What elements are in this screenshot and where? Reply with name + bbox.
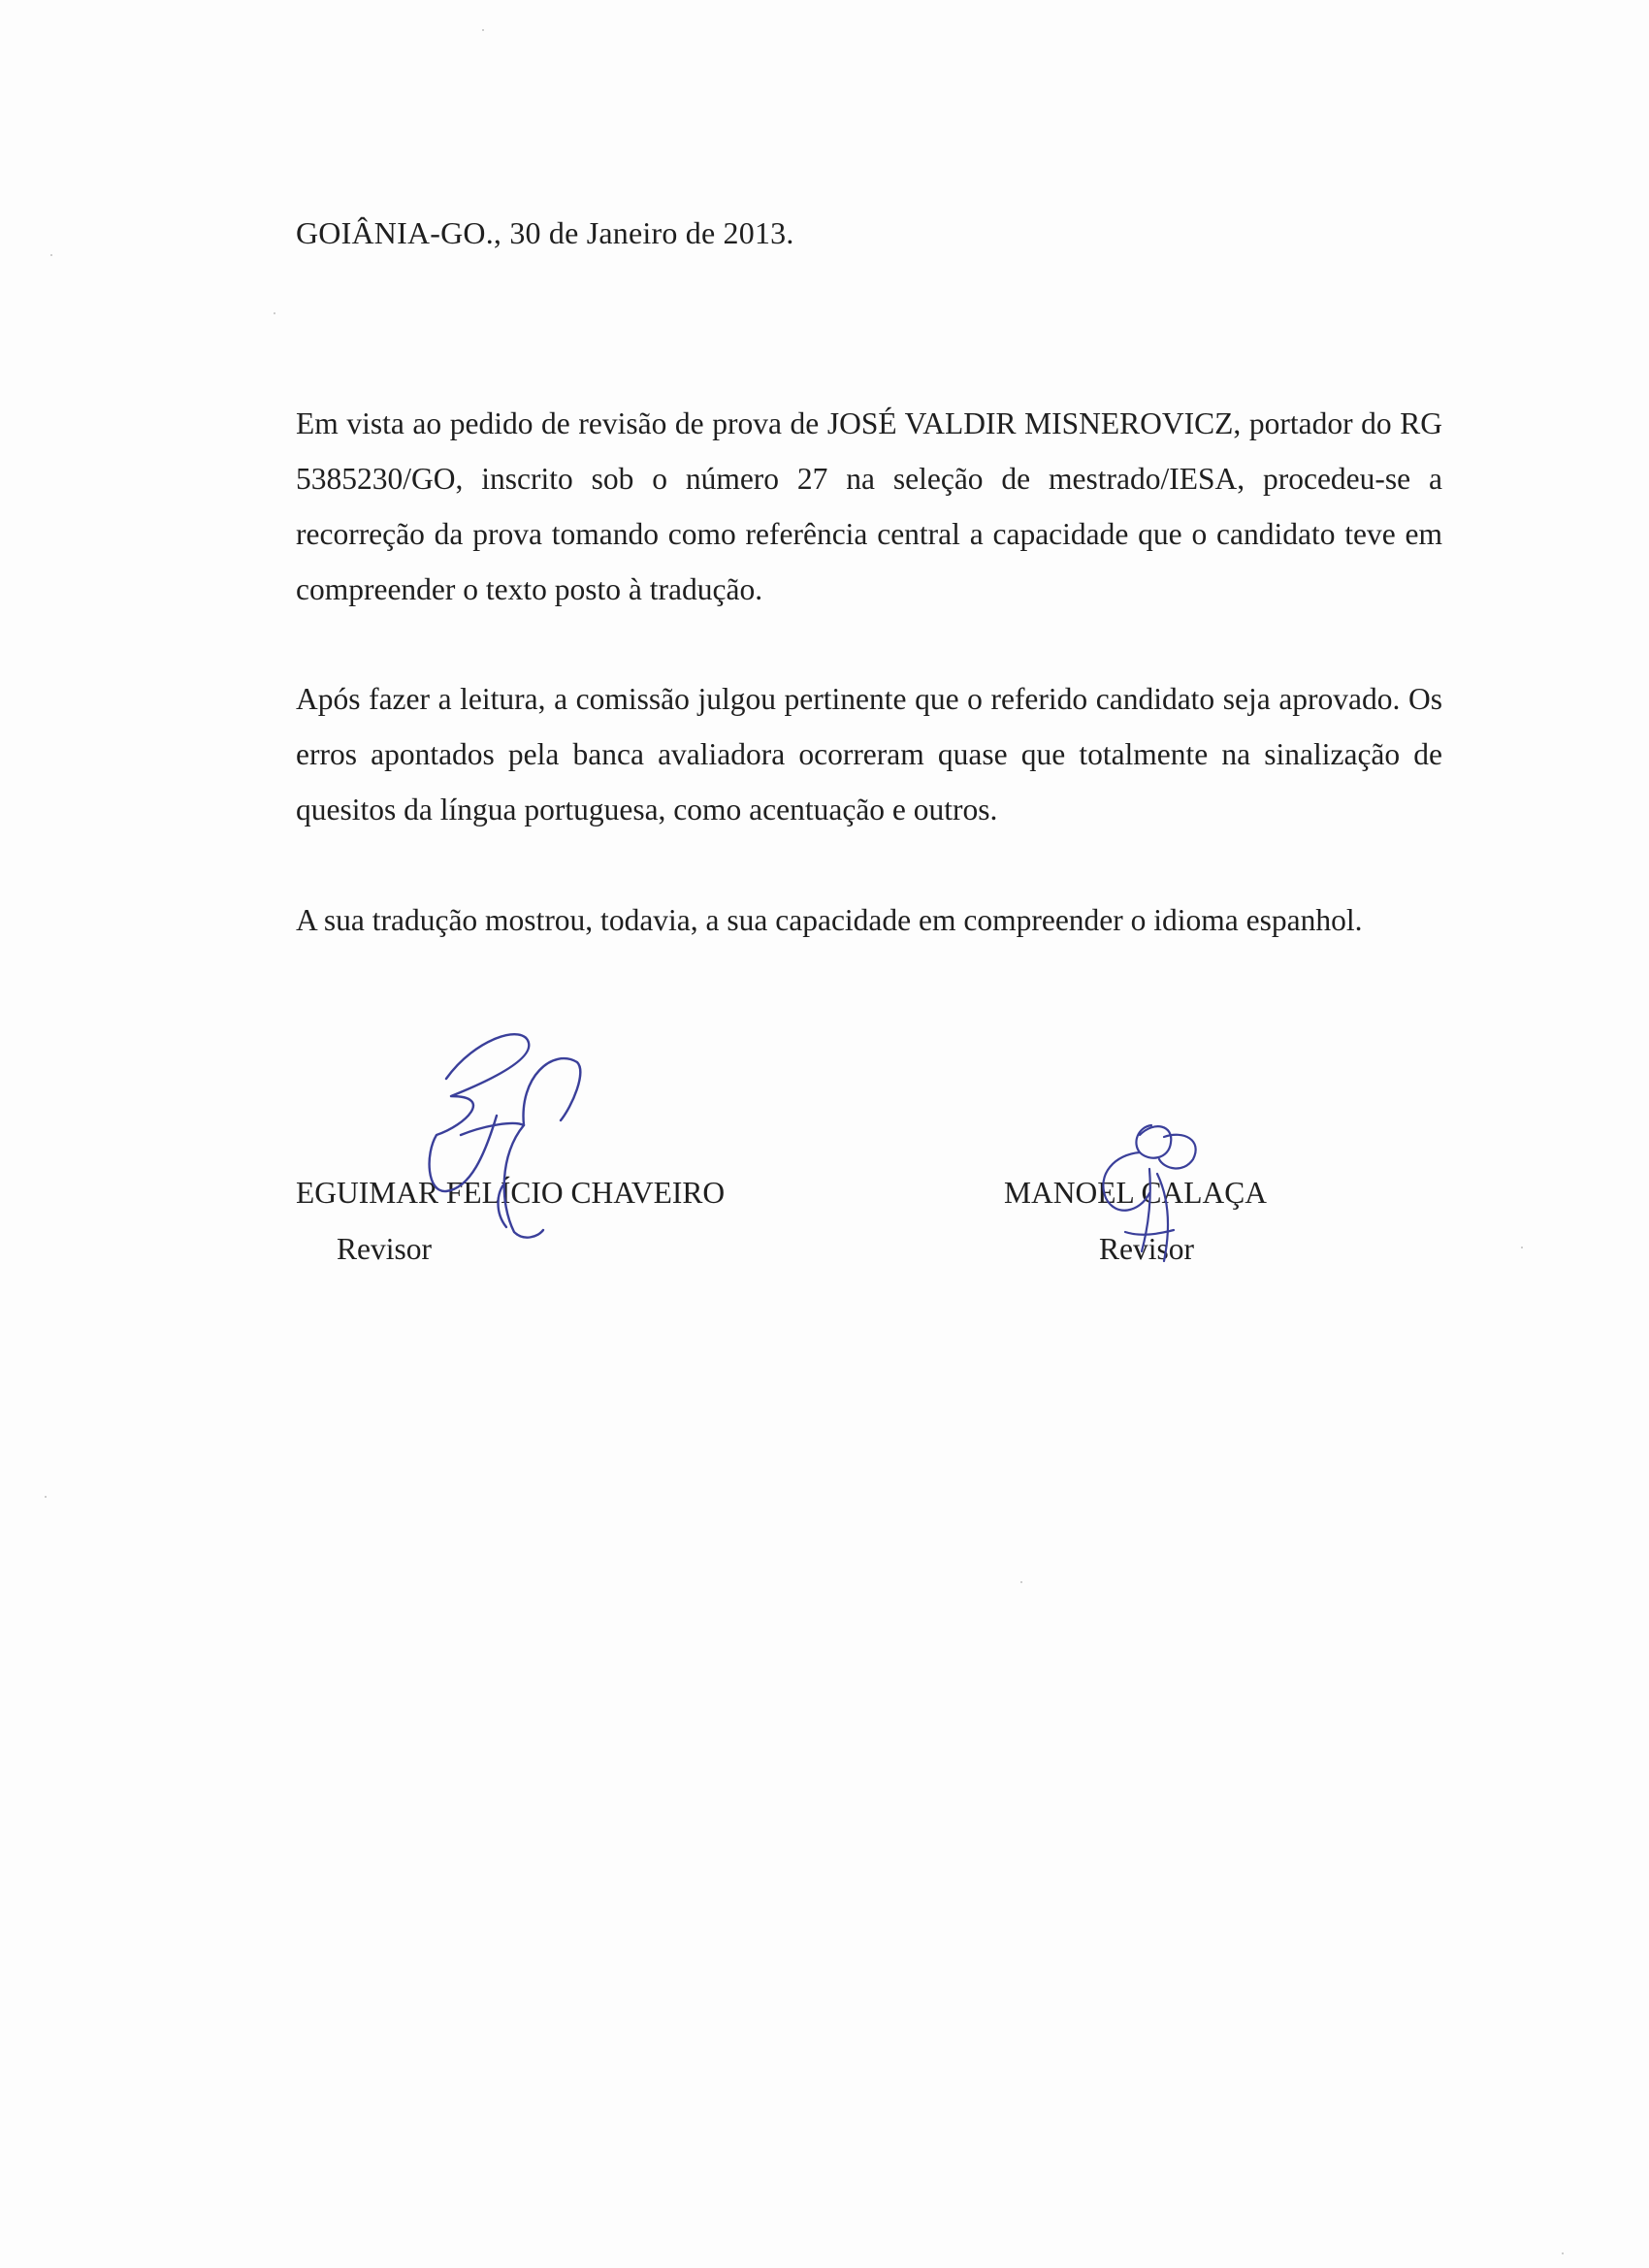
date-line: GOIÂNIA-GO., 30 de Janeiro de 2013.	[296, 215, 794, 250]
paragraph-committee-decision: Após fazer a leitura, a comissão julgou pertinente que o referido candidato seja aprovado. Os erros apontados pela banca avaliadora ocorreram quase que totalmente na sinalização de quesitos da língua portuguesa, como acentuação e outros.	[296, 682, 1442, 826]
scan-speck	[1521, 1247, 1523, 1248]
scan-speck	[50, 254, 52, 256]
signatory-role-left: Revisor	[337, 1232, 432, 1266]
signatory-name-left: EGUIMAR FELÍCIO CHAVEIRO	[296, 1176, 726, 1210]
scan-speck	[274, 312, 275, 314]
paragraph-review-request: Em vista ao pedido de revisão de prova de JOSÉ VALDIR MISNEROVICZ, portador do RG 5385230/GO, inscrito sob o número 27 na seleção de mestrado/IESA, procedeu-se a recorreção da prova tomando como referência central a capacidade que o candidato teve em compreender o texto posto à tradução.	[296, 406, 1442, 606]
scan-speck	[45, 1496, 47, 1498]
scan-speck	[1020, 1581, 1022, 1583]
signatory-name-right: MANOEL CALAÇA	[1004, 1176, 1267, 1210]
signatory-role-right: Revisor	[1099, 1232, 1194, 1266]
scan-speck	[1562, 2252, 1564, 2254]
scan-speck	[482, 29, 484, 31]
paragraph-translation-capacity: A sua tradução mostrou, todavia, a sua capacidade em compreender o idioma espanhol.	[296, 903, 1363, 937]
